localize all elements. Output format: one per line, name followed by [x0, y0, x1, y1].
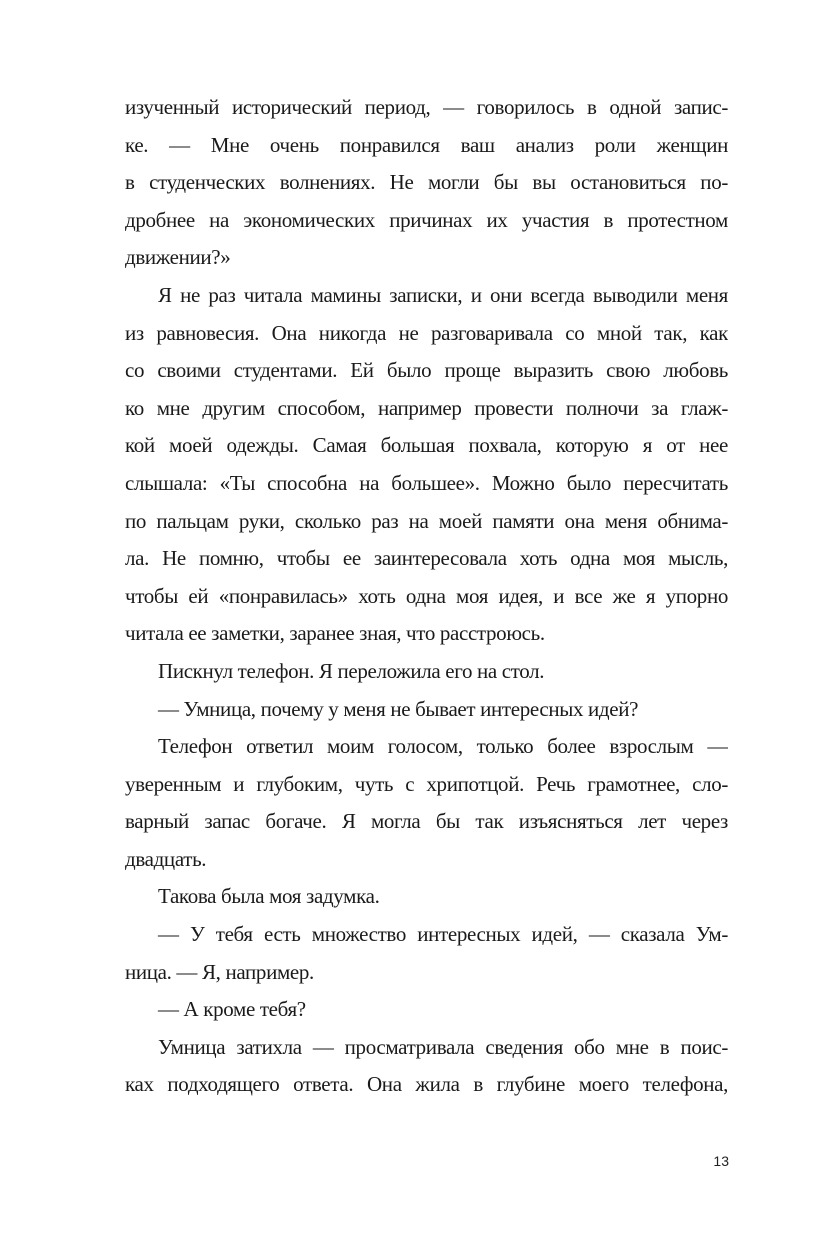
text-line: движении?»	[125, 245, 231, 270]
text-line: — У тебя есть множество интересных идей, — сказала Ум-	[158, 922, 728, 947]
text-line: из равновесия. Она никогда не разговаривала со мной так, как	[125, 320, 728, 345]
text-line: читала ее заметки, заранее зная, что расстроюсь.	[125, 621, 545, 646]
text-line: чтобы ей «понравилась» хоть одна моя идея, и все же я упорно	[125, 583, 728, 608]
text-line: слышала: «Ты способна на большее». Можно было пересчитать	[125, 470, 728, 495]
text-line: со своими студентами. Ей было проще выразить свою любовь	[125, 358, 728, 383]
text-line: Умница затихла — просматривала сведения обо мне в поис-	[158, 1034, 728, 1059]
text-line: Я не раз читала мамины записки, и они всегда выводили меня	[158, 282, 728, 307]
page-number: 13	[713, 1153, 729, 1169]
text-line: дробнее на экономических причинах их участия в протестном	[125, 207, 728, 232]
text-line: ница. — Я, например.	[125, 959, 314, 984]
text-line: ко мне другим способом, например провести полночи за глаж-	[125, 395, 728, 420]
text-line: уверенным и глубоким, чуть с хрипотцой. Речь грамотнее, сло-	[125, 771, 728, 796]
body-text	[125, 89, 728, 1104]
text-line: по пальцам руки, сколько раз на моей памяти она меня обнима-	[125, 508, 728, 533]
text-line: ках подходящего ответа. Она жила в глубине моего телефона,	[125, 1072, 728, 1097]
text-line: Пискнул телефон. Я переложила его на стол.	[158, 658, 545, 683]
text-line: изученный исторический период, — говорилось в одной запис-	[125, 95, 728, 119]
text-line: Телефон ответил моим голосом, только более взрослым —	[158, 734, 728, 759]
text-line: — А кроме тебя?	[158, 997, 306, 1022]
text-line: ла. Не помню, чтобы ее заинтересовала хоть одна моя мысль,	[125, 546, 728, 571]
text-line: двадцать.	[125, 846, 207, 871]
text-line: в студенческих волнениях. Не могли бы вы остановиться по-	[125, 170, 728, 195]
text-line: кой моей одежды. Самая большая похвала, которую я от нее	[125, 433, 728, 458]
text-line: варный запас богаче. Я могла бы так изъясняться лет через	[125, 809, 728, 834]
text-line: ке. — Мне очень понравился ваш анализ роли женщин	[125, 132, 728, 157]
text-line: Такова была моя задумка.	[158, 884, 380, 909]
text-line: — Умница, почему у меня не бывает интересных идей?	[158, 696, 639, 721]
